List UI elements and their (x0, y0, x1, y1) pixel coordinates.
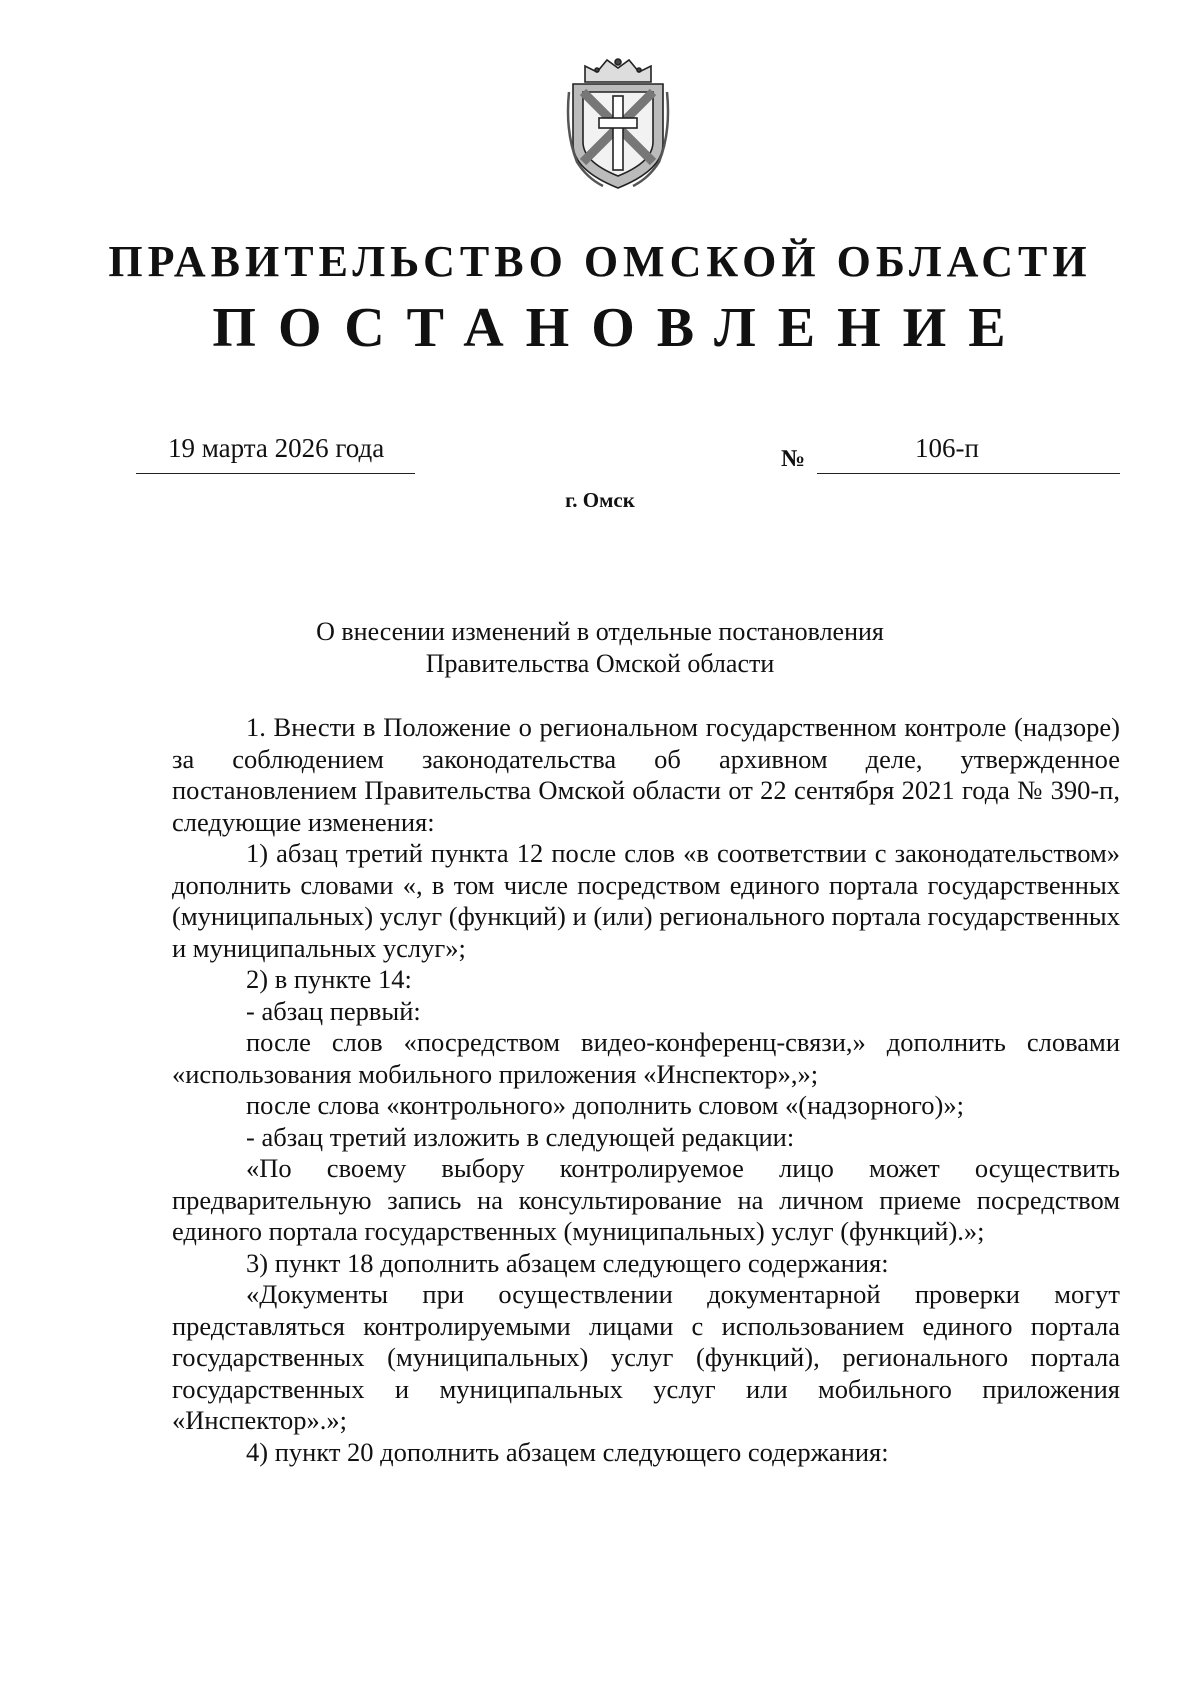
coat-of-arms-icon (563, 52, 673, 192)
organization-name: ПРАВИТЕЛЬСТВО ОМСКОЙ ОБЛАСТИ (108, 237, 1092, 286)
subject-line-1: О внесении изменений в отдельные постановления (316, 617, 884, 646)
paragraph-3: 2) в пункте 14: (246, 964, 412, 994)
paragraph-10: «Документы при осуществлении документарной проверки могут представляться контролируемыми лицами с использованием единого портала государственных (муниципальных) услуг (функций), регионального портала государственных и муниципальных услуг или мобильного приложения «Инспектор».»; (172, 1279, 1120, 1435)
city: г. Омск (565, 488, 635, 512)
document-type: ПОСТАНОВЛЕНИЕ (212, 297, 1028, 359)
paragraph-6: после слова «контрольного» дополнить словом «(надзорного)»; (246, 1090, 964, 1120)
document-number: 106-п (915, 433, 979, 463)
number-field (817, 433, 1120, 474)
document-body (172, 712, 1120, 1468)
subject-line-2: Правительства Омской области (425, 649, 775, 678)
paragraph-5: после слов «посредством видео-конференц-связи,» дополнить словами «использования мобильного приложения «Инспектор»,»; (172, 1027, 1120, 1089)
paragraph-1: 1. Внести в Положение о региональном государственном контроле (надзоре) за соблюдением законодательства об архивном деле, утвержденное постановлением Правительства Омской области от 22 сентября 2021 года № 390-п, следующие изменения: (172, 712, 1120, 837)
paragraph-9: 3) пункт 18 дополнить абзацем следующего содержания: (246, 1247, 889, 1278)
paragraph-11: 4) пункт 20 дополнить абзацем следующего содержания: (246, 1436, 889, 1467)
date-field (136, 433, 415, 474)
paragraph-4: - абзац первый: (246, 995, 421, 1026)
document-subject (0, 616, 1200, 680)
paragraph-7: - абзац третий изложить в следующей редакции: (246, 1121, 795, 1152)
paragraph-8: «По своему выбору контролируемое лицо может осуществить предварительную запись на консультирование на личном приеме посредством единого портала государственных (муниципальных) услуг (функций).»; (172, 1153, 1120, 1246)
document-date: 19 марта 2026 года (168, 433, 385, 463)
paragraph-2: 1) абзац третий пункта 12 после слов «в соответствии с законодательством» дополнить словами «, в том числе посредством единого портала государственных (муниципальных) услуг (функций) и (или) регионального портала государственных и муниципальных услуг»; (172, 838, 1120, 963)
number-label: № (781, 446, 806, 472)
